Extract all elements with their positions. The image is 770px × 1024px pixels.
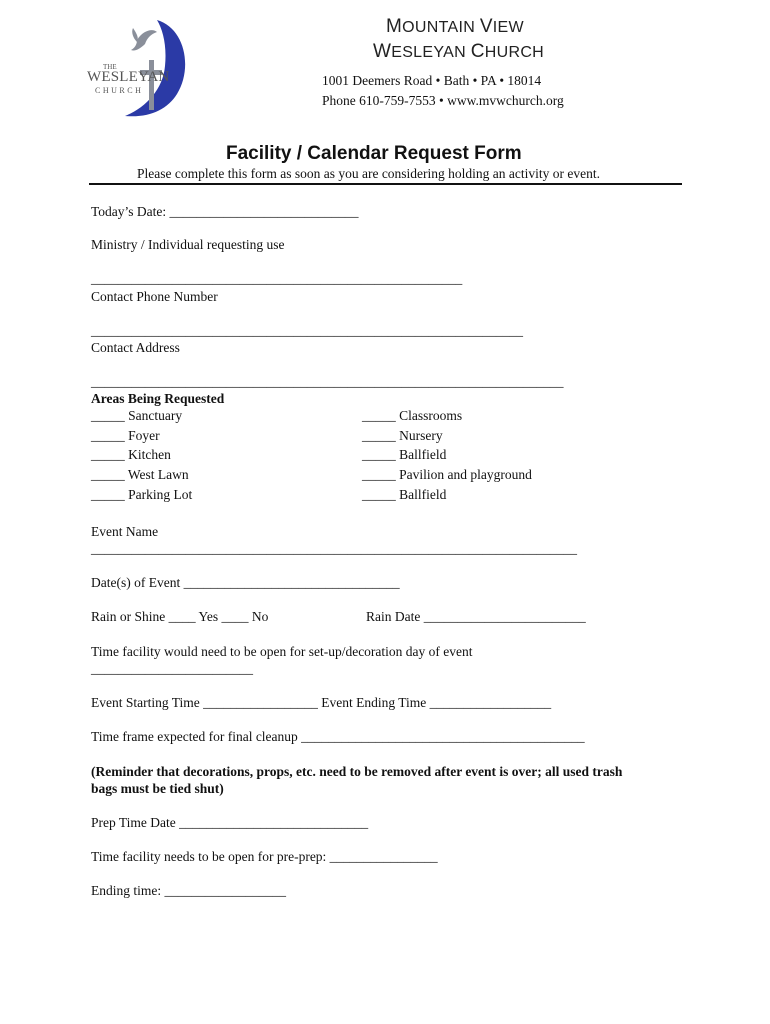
org-line2-rest2: HURCH <box>484 44 545 61</box>
ending-time-field[interactable]: Ending time: __________________ <box>91 883 286 898</box>
area-ballfield-2[interactable]: _____ Ballfield <box>362 487 447 502</box>
area-classrooms[interactable]: _____ Classrooms <box>362 408 463 423</box>
setup-time-label: Time facility would need to be open for set-up/decoration day of event <box>91 644 473 659</box>
logo-wesleyan: WESLEYAN <box>87 69 170 85</box>
org-line2-rest: ESLEYAN <box>391 44 466 61</box>
org-line2-cap: W <box>373 41 392 62</box>
title-rule <box>89 183 682 185</box>
phone-label: Contact Phone Number <box>91 289 218 304</box>
org-line1-rest2: IEW <box>492 19 524 36</box>
areas-heading: Areas Being Requested <box>91 391 225 406</box>
area-parking-lot[interactable]: _____ Parking Lot <box>91 487 193 502</box>
pre-prep-field[interactable]: Time facility needs to be open for pre-prep: ________________ <box>91 849 438 864</box>
todays-date-field[interactable]: Today’s Date: ____________________________ <box>91 204 359 219</box>
org-line1-rest: OUNTAIN <box>402 19 476 36</box>
area-nursery[interactable]: _____ Nursery <box>362 428 443 443</box>
ministry-field[interactable]: _______________________________________________________ <box>91 271 463 286</box>
ministry-label: Ministry / Individual requesting use <box>91 237 285 252</box>
area-foyer[interactable]: _____ Foyer <box>91 428 160 443</box>
phone-field[interactable]: ________________________________________________________________ <box>91 323 523 338</box>
area-ballfield[interactable]: _____ Ballfield <box>362 447 447 462</box>
setup-time-field[interactable]: ________________________ <box>91 661 253 676</box>
org-line2-cap2: C <box>470 41 485 62</box>
org-address: 1001 Deemers Road • Bath • PA • 18014 <box>322 73 542 88</box>
area-kitchen[interactable]: _____ Kitchen <box>91 447 171 462</box>
org-name-line2 <box>373 41 544 63</box>
event-dates-field[interactable]: Date(s) of Event ________________________________ <box>91 575 400 590</box>
reminder-line2: bags must be tied shut) <box>91 781 224 796</box>
event-name-label: Event Name <box>91 524 159 539</box>
cleanup-field[interactable]: Time frame expected for final cleanup __________________________________________ <box>91 729 585 744</box>
address-label: Contact Address <box>91 340 180 355</box>
event-name-field[interactable]: ________________________________________________________________________ <box>91 541 577 556</box>
org-name-line1 <box>386 16 524 38</box>
prep-date-field[interactable]: Prep Time Date ____________________________ <box>91 815 369 830</box>
form-subtitle: Please complete this form as soon as you are considering holding an activity or event. <box>137 166 601 181</box>
logo-the: THE <box>103 63 117 71</box>
church-logo <box>85 18 195 120</box>
address-field[interactable]: ______________________________________________________________________ <box>91 374 564 389</box>
event-time-field[interactable]: Event Starting Time _________________ Event Ending Time __________________ <box>91 695 552 710</box>
org-line1-cap2: V <box>479 16 493 37</box>
logo-church: CHURCH <box>95 86 144 95</box>
org-line1-cap: M <box>386 16 403 37</box>
area-sanctuary[interactable]: _____ Sanctuary <box>91 408 183 423</box>
rain-date-field[interactable]: Rain Date ________________________ <box>366 609 586 624</box>
form-title: Facility / Calendar Request Form <box>226 143 522 164</box>
reminder-line1: (Reminder that decorations, props, etc. need to be removed after event is over; all used trash <box>91 764 623 779</box>
org-contact: Phone 610-759-7553 • www.mvwchurch.org <box>322 93 564 108</box>
area-west-lawn[interactable]: _____ West Lawn <box>91 467 189 482</box>
area-pavilion[interactable]: _____ Pavilion and playground <box>362 467 532 482</box>
rain-or-shine-field[interactable]: Rain or Shine ____ Yes ____ No <box>91 609 269 624</box>
